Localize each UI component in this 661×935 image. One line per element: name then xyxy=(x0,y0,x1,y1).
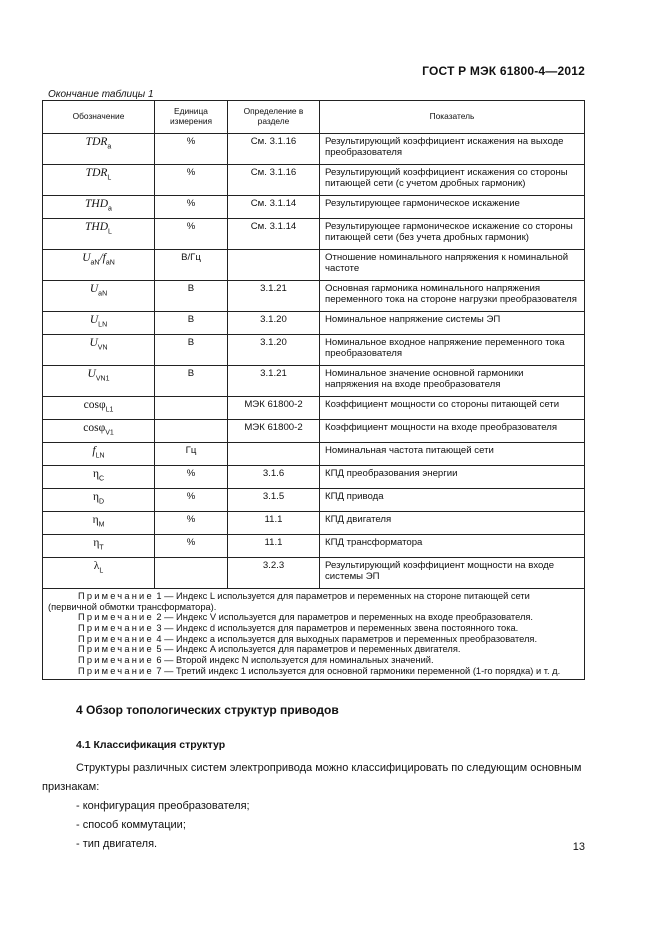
symbol-main: cosφ xyxy=(83,399,106,411)
definition-cell: 3.1.5 xyxy=(228,489,320,512)
symbol-main: cosφ xyxy=(83,422,106,434)
symbol-main: THD xyxy=(85,221,109,233)
note-label: Примечание xyxy=(78,623,154,634)
note-label: Примечание xyxy=(78,655,154,666)
symbol-subscript: C xyxy=(98,475,105,483)
list-item: - способ коммутации; xyxy=(76,816,586,835)
table-row xyxy=(43,466,585,489)
unit-cell: % xyxy=(155,219,228,250)
symbol-cell xyxy=(43,219,155,250)
indicator-cell: Номинальное напряжение системы ЭП xyxy=(320,312,585,335)
table-row xyxy=(43,420,585,443)
symbol-main: η xyxy=(92,514,99,526)
indicator-cell: Номинальное входное напряжение переменного тока преобразователя xyxy=(320,335,585,366)
col-header-indicator: Показатель xyxy=(320,101,585,134)
definition-cell: МЭК 61800-2 xyxy=(228,420,320,443)
note-text: 4 — Индекс a используется для выходных параметров и переменных преобразователя. xyxy=(156,633,538,644)
definition-cell: См. 3.1.16 xyxy=(228,165,320,196)
section-heading: 4 Обзор топологических структур приводов xyxy=(76,703,339,717)
unit-cell xyxy=(155,397,228,420)
definition-cell: 3.1.21 xyxy=(228,366,320,397)
symbol-main: U xyxy=(89,314,99,326)
symbol-subscript: aN xyxy=(98,290,108,298)
table-row xyxy=(43,281,585,312)
list-item: - конфигурация преобразователя; xyxy=(76,797,586,816)
symbol-subscript: L xyxy=(108,228,112,236)
indicator-cell: Результирующий коэффициент искажения со стороны питающей сети (с учетом дробных гармоник) xyxy=(320,165,585,196)
indicator-cell: Основная гармоника номинального напряжения переменного тока на стороне нагрузки преобразователя xyxy=(320,281,585,312)
definition-cell: См. 3.1.14 xyxy=(228,196,320,219)
symbol-cell xyxy=(43,535,155,558)
unit-cell: % xyxy=(155,489,228,512)
symbol-cell xyxy=(43,196,155,219)
symbol-cell xyxy=(43,281,155,312)
indicator-cell: Результирующее гармоническое искажение со стороны питающей сети (без учета дробных гармоник) xyxy=(320,219,585,250)
symbol-main: TDR xyxy=(85,136,108,148)
symbol-main: U xyxy=(89,337,98,349)
symbol-cell xyxy=(43,312,155,335)
definition-cell: 11.1 xyxy=(228,512,320,535)
symbol-main: TDR xyxy=(85,167,108,179)
indicator-cell: Коэффициент мощности на входе преобразователя xyxy=(320,420,585,443)
table-row xyxy=(43,397,585,420)
unit-cell: В xyxy=(155,281,228,312)
indicator-cell: Отношение номинального напряжения к номинальной частоте xyxy=(320,250,585,281)
symbol-subscript: T xyxy=(99,544,104,552)
symbol-cell xyxy=(43,397,155,420)
indicator-cell: Номинальная частота питающей сети xyxy=(320,443,585,466)
note-label: Примечание xyxy=(78,591,154,601)
table-row xyxy=(43,134,585,165)
definition-cell: 3.1.21 xyxy=(228,281,320,312)
symbol-subscript: V1 xyxy=(105,429,114,437)
note-label: Примечание xyxy=(78,644,154,655)
table-caption: Окончание таблицы 1 xyxy=(48,89,154,100)
indicator-cell: Результирующий коэффициент искажения на выходе преобразователя xyxy=(320,134,585,165)
symbol-cell xyxy=(43,512,155,535)
definition-cell: 3.1.20 xyxy=(228,335,320,366)
table-row xyxy=(43,558,585,589)
table-row xyxy=(43,165,585,196)
table-row xyxy=(43,250,585,281)
table-row xyxy=(43,312,585,335)
note-label: Примечание xyxy=(78,612,154,623)
indicator-cell: Номинальное значение основной гармоники напряжения на входе преобразователя xyxy=(320,366,585,397)
paragraph: Структуры различных систем электропривода можно классифицировать по следующим основным признакам: xyxy=(42,762,582,793)
indicator-cell: КПД привода xyxy=(320,489,585,512)
definition-cell: 3.1.20 xyxy=(228,312,320,335)
symbol-subscript: a xyxy=(108,205,112,213)
symbol-main: THD xyxy=(85,198,109,210)
symbol-cell xyxy=(43,165,155,196)
symbol-cell xyxy=(43,558,155,589)
table-row xyxy=(43,535,585,558)
col-header-symbol: Обозначение xyxy=(43,101,155,134)
symbol-subscript: aN xyxy=(90,259,100,267)
indicator-cell: Результирующее гармоническое искажение xyxy=(320,196,585,219)
note-label: Примечание xyxy=(78,633,154,644)
symbol-main: U xyxy=(82,252,91,264)
definition-cell: МЭК 61800-2 xyxy=(228,397,320,420)
page-number: 13 xyxy=(572,841,585,853)
symbol-main-2: /f xyxy=(99,252,106,264)
table-row xyxy=(43,219,585,250)
note-7 xyxy=(48,666,579,677)
unit-cell: % xyxy=(155,512,228,535)
symbol-subscript: LN xyxy=(98,321,108,329)
list-item: - тип двигателя. xyxy=(76,835,586,854)
col-header-definition: Определение в разделе xyxy=(228,101,320,134)
unit-cell xyxy=(155,558,228,589)
unit-cell: % xyxy=(155,165,228,196)
symbol-cell xyxy=(43,134,155,165)
note-1 xyxy=(48,591,579,612)
symbol-main: η xyxy=(92,491,99,503)
symbol-main: U xyxy=(87,368,96,380)
note-label: Примечание xyxy=(78,665,154,676)
symbol-cell xyxy=(43,250,155,281)
note-6 xyxy=(48,655,579,666)
unit-cell xyxy=(155,420,228,443)
table-row xyxy=(43,512,585,535)
indicator-cell: КПД преобразования энергии xyxy=(320,466,585,489)
unit-cell: В xyxy=(155,312,228,335)
definition-cell: См. 3.1.16 xyxy=(228,134,320,165)
symbol-cell xyxy=(43,489,155,512)
symbol-cell xyxy=(43,466,155,489)
symbol-subscript: L xyxy=(107,174,112,182)
symbol-subscript: M xyxy=(98,521,105,529)
unit-cell: % xyxy=(155,196,228,219)
table-row xyxy=(43,443,585,466)
definition-cell xyxy=(228,443,320,466)
indicator-cell: КПД двигателя xyxy=(320,512,585,535)
note-text: 3 — Индекс d используется для параметров и переменных звена постоянного тока. xyxy=(156,623,519,634)
symbol-cell xyxy=(43,335,155,366)
definition-cell xyxy=(228,250,320,281)
definition-cell: 11.1 xyxy=(228,535,320,558)
indicator-cell: КПД трансформатора xyxy=(320,535,585,558)
symbol-subscript: a xyxy=(107,143,112,151)
subsection-heading: 4.1 Классификация структур xyxy=(76,739,226,751)
notes-row xyxy=(43,589,585,680)
table-row xyxy=(43,335,585,366)
symbol-main: f xyxy=(92,445,96,457)
body-text xyxy=(42,759,586,854)
symbol-subscript: L1 xyxy=(105,406,114,414)
note-2 xyxy=(48,612,579,623)
symbol-subscript-2: aN xyxy=(105,259,115,267)
note-5 xyxy=(48,644,579,655)
unit-cell: % xyxy=(155,134,228,165)
unit-cell: Гц xyxy=(155,443,228,466)
unit-cell: В xyxy=(155,366,228,397)
criteria-list xyxy=(42,797,586,854)
note-text: 7 — Третий индекс 1 используется для основной гармоники переменной (1-го порядка) и т. д. xyxy=(156,665,561,676)
symbol-cell xyxy=(43,443,155,466)
definition-cell: См. 3.1.14 xyxy=(228,219,320,250)
table-row xyxy=(43,489,585,512)
symbol-subscript: VN xyxy=(97,344,108,352)
notes-cell xyxy=(43,589,585,680)
indicator-cell: Результирующий коэффициент мощности на входе системы ЭП xyxy=(320,558,585,589)
table-row xyxy=(43,366,585,397)
note-4 xyxy=(48,634,579,645)
note-3 xyxy=(48,623,579,634)
table-row xyxy=(43,196,585,219)
symbol-cell xyxy=(43,366,155,397)
note-text: 5 — Индекс A используется для параметров и переменных двигателя. xyxy=(156,644,461,655)
symbol-subscript: VN1 xyxy=(95,375,110,383)
unit-cell: В xyxy=(155,335,228,366)
symbol-main: η xyxy=(93,537,100,549)
definition-cell: 3.1.6 xyxy=(228,466,320,489)
document-id-header: ГОСТ Р МЭК 61800-4—2012 xyxy=(422,64,585,78)
note-text: 1 — Индекс L используется для параметров и переменных на стороне питающей сети (первичной обмотки трансформатора). xyxy=(48,591,530,612)
unit-cell: В/Гц xyxy=(155,250,228,281)
definition-cell: 3.2.3 xyxy=(228,558,320,589)
symbol-cell xyxy=(43,420,155,443)
symbols-table xyxy=(42,100,585,680)
symbol-main: λ xyxy=(93,560,100,572)
note-text: 6 — Второй индекс N используется для номинальных значений. xyxy=(156,655,434,666)
symbol-main: η xyxy=(92,468,99,480)
symbol-subscript: LN xyxy=(95,452,105,460)
unit-cell: % xyxy=(155,535,228,558)
indicator-cell: Коэффициент мощности со стороны питающей сети xyxy=(320,397,585,420)
symbol-main: U xyxy=(89,283,99,295)
unit-cell: % xyxy=(155,466,228,489)
col-header-unit: Единица измерения xyxy=(155,101,228,134)
note-text: 2 — Индекс V используется для параметров и переменных на входе преобразователя. xyxy=(156,612,533,623)
symbol-subscript: L xyxy=(99,567,104,575)
symbol-subscript: D xyxy=(98,498,105,506)
